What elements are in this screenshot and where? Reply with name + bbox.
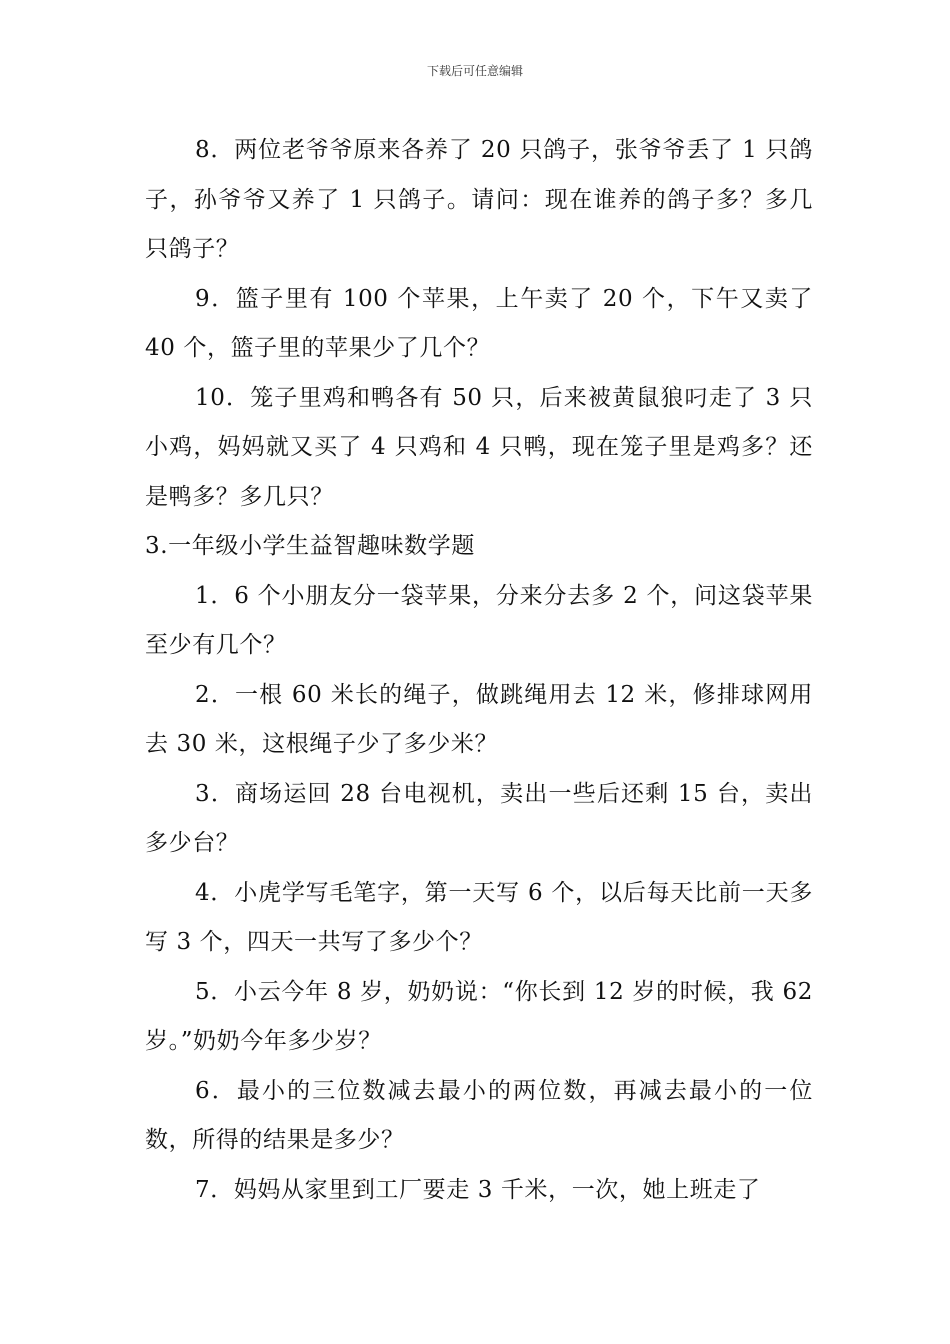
page-header: 下载后可任意编辑 <box>426 64 523 78</box>
question-1: 1．6 个小朋友分一袋苹果，分来分去多 2 个，问这袋苹果至少有几个？ <box>145 582 813 658</box>
question-2: 2．一根 60 米长的绳子，做跳绳用去 12 米，修排球网用去 30 米，这根绳子少了多少米？ <box>145 681 813 757</box>
question-4: 4．小虎学写毛笔字，第一天写 6 个，以后每天比前一天多写 3 个，四天一共写了多少个？ <box>145 879 813 955</box>
question-10: 10．笼子里鸡和鸭各有 50 只，后来被黄鼠狼叼走了 3 只小鸡，妈妈就又买了 4 只鸡和 4 只鸭，现在笼子里是鸡多？还是鸭多？多几只？ <box>145 384 813 510</box>
question-8: 8．两位老爷爷原来各养了 20 只鸽子，张爷爷丢了 1 只鸽子，孙爷爷又养了 1 只鸽子。请问：现在谁养的鸽子多？多几只鸽子？ <box>145 137 813 262</box>
question-6: 6．最小的三位数减去最小的两位数，再减去最小的一位数，所得的结果是多少？ <box>145 1077 813 1153</box>
question-3: 3．商场运回 28 台电视机，卖出一些后还剩 15 台，卖出多少台？ <box>145 780 813 856</box>
question-5: 5．小云今年 8 岁，奶奶说：“你长到 12 岁的时候，我 62 岁。”奶奶今年多少岁？ <box>145 978 813 1054</box>
document-body <box>145 126 813 1215</box>
section-heading: 3.一年级小学生益智趣味数学题 <box>145 533 475 559</box>
question-9: 9．篮子里有 100 个苹果，上午卖了 20 个，下午又卖了 40 个，篮子里的苹果少了几个？ <box>145 285 813 361</box>
question-7: 7．妈妈从家里到工厂要走 3 千米，一次，她上班走了 <box>195 1176 761 1203</box>
